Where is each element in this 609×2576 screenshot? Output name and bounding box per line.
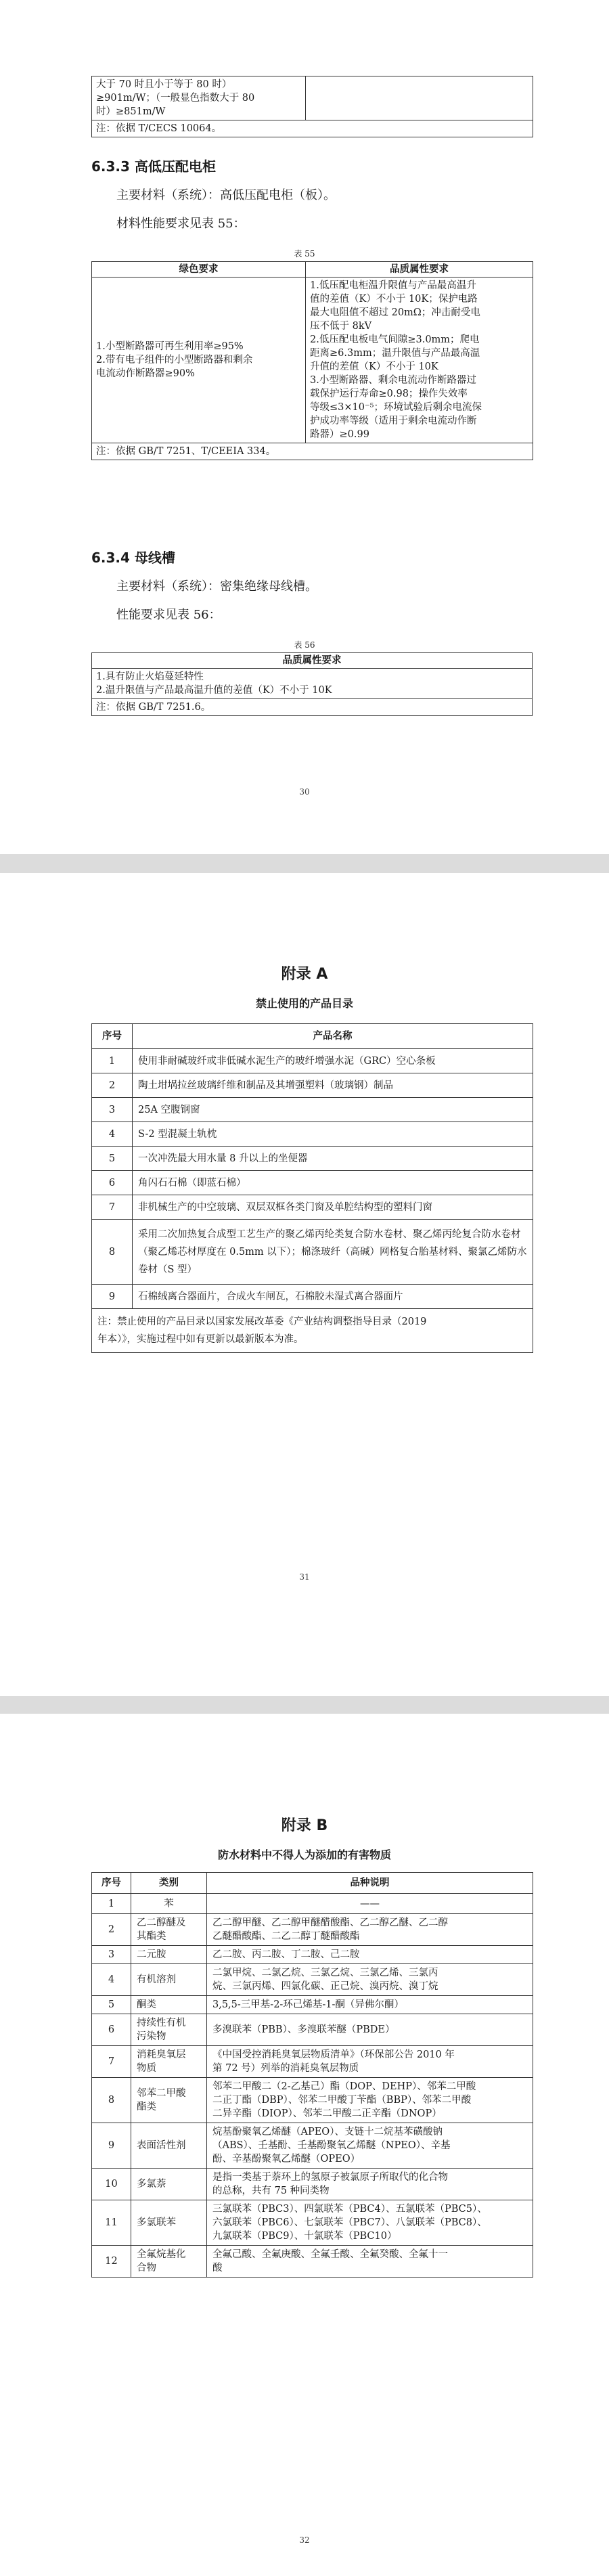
- table-row: [92, 1073, 533, 1098]
- page-31: [0, 873, 609, 1696]
- table-note: 注：依据 T/CECS 10064。: [92, 120, 533, 137]
- table-header-row: [92, 1024, 533, 1049]
- table-header-row: [92, 1873, 533, 1894]
- table-note-row: [92, 1309, 533, 1353]
- page-separator: [0, 1696, 609, 1714]
- paragraph: 材料性能要求见表 55：: [116, 217, 246, 231]
- page-30: [0, 0, 609, 854]
- table-row: [92, 1996, 533, 2014]
- column-header: 产品名称: [133, 1024, 533, 1049]
- table-caption: 表 56: [294, 640, 315, 650]
- row-number: 4: [92, 1122, 133, 1147]
- product-name: 使用非耐碱玻纤或非低碱水泥生产的玻纤增强水泥（GRC）空心条板: [133, 1049, 533, 1073]
- table-cell: [306, 76, 533, 120]
- description: 多溴联苯（PBB）、多溴联苯醚（PBDE）: [207, 2014, 533, 2046]
- table-row: [92, 1195, 533, 1220]
- table-note: 注：依据 GB/T 7251.6。: [92, 699, 533, 716]
- paragraph: 主要材料（系统）：密集绝缘母线槽。: [116, 579, 317, 594]
- description: 乙二胺、丙二胺、丁二胺、己二胺: [207, 1946, 533, 1964]
- row-number: 5: [92, 1147, 133, 1171]
- table-note-row: [92, 120, 533, 137]
- category: 表面活性剂: [131, 2123, 207, 2169]
- table-55: [91, 261, 533, 460]
- category: 全氟烷基化 合物: [131, 2246, 207, 2278]
- category: 多氯联苯: [131, 2200, 207, 2246]
- column-header: 类别: [131, 1873, 207, 1894]
- row-number: 11: [92, 2200, 131, 2246]
- table-row: [92, 277, 533, 443]
- table-row: [92, 1914, 533, 1946]
- page-number: 30: [299, 787, 310, 797]
- description: 3,5,5-三甲基-2-环己烯基-1-酮（异佛尔酮）: [207, 1996, 533, 2014]
- row-number: 6: [92, 2014, 131, 2046]
- table-row: [92, 1220, 533, 1285]
- description: 三氯联苯（PBC3）、四氯联苯（PBC4）、五氯联苯（PBC5）、 六氯联苯（PBC6）、七氯联苯（PBC7）、八氯联苯（PBC8）、 九氯联苯（PBC9）、十氯联苯（PBC10）: [207, 2200, 533, 2246]
- product-name: S-2 型混凝土轨枕: [133, 1122, 533, 1147]
- table-row: [92, 2046, 533, 2078]
- table-row: [92, 1098, 533, 1122]
- row-number: 1: [92, 1894, 131, 1914]
- table-row: [92, 2169, 533, 2200]
- paragraph: 性能要求见表 56：: [116, 608, 221, 622]
- row-number: 7: [92, 2046, 131, 2078]
- category: 多氯萘: [131, 2169, 207, 2200]
- table-56: [91, 652, 533, 716]
- table-cell: 1.具有防止火焰蔓延特性 2.温升限值与产品最高温升值的差值（K）不小于 10K: [92, 669, 533, 699]
- table-cell: 大于 70 时且小于等于 80 时） ≥901m/W；（一般显色指数大于 80 时）≥851m/W: [92, 76, 306, 120]
- table-row: [92, 1894, 533, 1914]
- row-number: 9: [92, 1285, 133, 1309]
- table-cell: 1.低压配电柜温升限值与产品最高温升 值的差值（K）不小于 10K；保护电路 最大电阻值不超过 20mΩ；冲击耐受电 压不低于 8kV 2.低压配电板电气间隙≥3.0mm；爬电 距离≥6.3mm；温升限值与产品最高温 升值的差值（K）不小于 10K 3.小型断路器、剩余电流动作断路器过 载保护运行寿命≥0.98；操作失效率 等级≤3×10⁻⁵；环境试验后剩余电流保 护成功率等级（适用于剩余电流动作断 路器）≥0.99: [306, 277, 533, 443]
- column-header: 序号: [92, 1873, 131, 1894]
- table-row: [92, 1964, 533, 1996]
- row-number: 8: [92, 2078, 131, 2123]
- category: 酮类: [131, 1996, 207, 2014]
- page-number: 32: [299, 2535, 310, 2545]
- description: 是指一类基于萘环上的氢原子被氯原子所取代的化合物 的总称，共有 75 种同类物: [207, 2169, 533, 2200]
- product-name: 陶土坩埚拉丝玻璃纤维和制品及其增强塑料（玻璃钢）制品: [133, 1073, 533, 1098]
- table-note-row: [92, 443, 533, 460]
- paragraph: 主要材料（系统）：高低压配电柜（板）。: [116, 188, 336, 202]
- table-header-row: [92, 653, 533, 669]
- page-number: 31: [299, 1572, 310, 1582]
- table-row: [92, 76, 533, 120]
- page-32: [0, 1714, 609, 2576]
- product-name: 一次冲洗最大用水量 8 升以上的坐便器: [133, 1147, 533, 1171]
- appendix-b-table: [91, 1872, 533, 2278]
- table-cell: 1.小型断路器可再生利用率≥95% 2.带有电子组件的小型断路器和剩余 电流动作断路器≥90%: [92, 277, 306, 443]
- description: 全氟己酸、全氟庚酸、全氟壬酸、全氟癸酸、全氟十一 酸: [207, 2246, 533, 2278]
- section-heading-6-3-4: 6.3.4 母线槽: [91, 550, 175, 566]
- page-separator: [0, 854, 609, 873]
- column-header: 品质属性要求: [306, 262, 533, 277]
- description: 烷基酚聚氧乙烯醚（APEO）、支链十二烷基苯磺酸钠 （ABS）、壬基酚、壬基酚聚氧乙烯醚（NPEO）、辛基 酚、辛基酚聚氧乙烯醚（OPEO）: [207, 2123, 533, 2169]
- row-number: 1: [92, 1049, 133, 1073]
- table-note-row: [92, 699, 533, 716]
- row-number: 3: [92, 1098, 133, 1122]
- appendix-subtitle: 防水材料中不得人为添加的有害物质: [217, 1848, 391, 1861]
- row-number: 2: [92, 1914, 131, 1946]
- appendix-subtitle: 禁止使用的产品目录: [255, 997, 353, 1010]
- table-row: [92, 2200, 533, 2246]
- table-row: [92, 1147, 533, 1171]
- description: 二氯甲烷、二氯乙烷、三氯乙烷、三氯乙烯、三氯丙 烷、三氯丙烯、四氯化碳、正己烷、溴丙烷、溴丁烷: [207, 1964, 533, 1996]
- row-number: 10: [92, 2169, 131, 2200]
- table-row: [92, 1122, 533, 1147]
- row-number: 4: [92, 1964, 131, 1996]
- table-row: [92, 1285, 533, 1309]
- description: 邻苯二甲酸二（2-乙基己）酯（DOP、DEHP）、邻苯二甲酸 二正丁酯（DBP）、邻苯二甲酸丁苄酯（BBP）、邻苯二甲酸 二异辛酯（DIOP）、邻苯二甲酸二正辛酯（DNOP）: [207, 2078, 533, 2123]
- row-number: 8: [92, 1220, 133, 1285]
- table-note: 注：禁止使用的产品目录以国家发展改革委《产业结构调整指导目录（2019 年本）》，实施过程中如有更新以最新版本为准。: [92, 1309, 533, 1353]
- row-number: 6: [92, 1171, 133, 1195]
- product-name: 角闪石石棉（即蓝石棉）: [133, 1171, 533, 1195]
- category: 二元胺: [131, 1946, 207, 1964]
- description: 《中国受控消耗臭氧层物质清单》（环保部公告 2010 年 第 72 号）列举的消耗臭氧层物质: [207, 2046, 533, 2078]
- table-row: [92, 2078, 533, 2123]
- row-number: 7: [92, 1195, 133, 1220]
- row-number: 9: [92, 2123, 131, 2169]
- product-name: 非机械生产的中空玻璃、双层双框各类门窗及单腔结构型的塑料门窗: [133, 1195, 533, 1220]
- row-number: 2: [92, 1073, 133, 1098]
- description: ——: [207, 1894, 533, 1914]
- row-number: 5: [92, 1996, 131, 2014]
- row-number: 12: [92, 2246, 131, 2278]
- table-row: [92, 1049, 533, 1073]
- column-header: 序号: [92, 1024, 133, 1049]
- description: 乙二醇甲醚、乙二醇甲醚醋酸酯、乙二醇乙醚、乙二醇 乙醚醋酸酯、二乙二醇丁醚醋酸酯: [207, 1914, 533, 1946]
- category: 有机溶剂: [131, 1964, 207, 1996]
- table-caption: 表 55: [294, 249, 315, 259]
- appendix-title: 附录 B: [281, 1817, 328, 1834]
- table-row: [92, 2123, 533, 2169]
- table-row: [92, 1946, 533, 1964]
- product-name: 石棉绒离合器面片，合成火车闸瓦，石棉胶未湿式离合器面片: [133, 1285, 533, 1309]
- section-heading-6-3-3: 6.3.3 高低压配电柜: [91, 158, 216, 175]
- row-number: 3: [92, 1946, 131, 1964]
- category: 消耗臭氧层 物质: [131, 2046, 207, 2078]
- table-note: 注：依据 GB/T 7251、T/CEEIA 334。: [92, 443, 533, 460]
- category: 苯: [131, 1894, 207, 1914]
- appendix-title: 附录 A: [281, 966, 328, 983]
- table-row: [92, 2246, 533, 2278]
- table-row: [92, 1171, 533, 1195]
- product-name: 25A 空腹钢窗: [133, 1098, 533, 1122]
- table-row: [92, 2014, 533, 2046]
- column-header: 品质属性要求: [92, 653, 533, 669]
- table-row: [92, 669, 533, 699]
- category: 邻苯二甲酸 酯类: [131, 2078, 207, 2123]
- column-header: 绿色要求: [92, 262, 306, 277]
- column-header: 品种说明: [207, 1873, 533, 1894]
- continued-table: [91, 76, 533, 137]
- appendix-a-table: [91, 1023, 533, 1353]
- product-name: 采用二次加热复合成型工艺生产的聚乙烯丙纶类复合防水卷材、聚乙烯丙纶复合防水卷材（聚乙烯芯材厚度在 0.5mm 以下）；棉涤玻纤（高碱）网格复合胎基材料、聚氯乙烯防水卷材（S 型）: [133, 1220, 533, 1285]
- category: 持续性有机 污染物: [131, 2014, 207, 2046]
- table-header-row: [92, 262, 533, 277]
- category: 乙二醇醚及 其酯类: [131, 1914, 207, 1946]
